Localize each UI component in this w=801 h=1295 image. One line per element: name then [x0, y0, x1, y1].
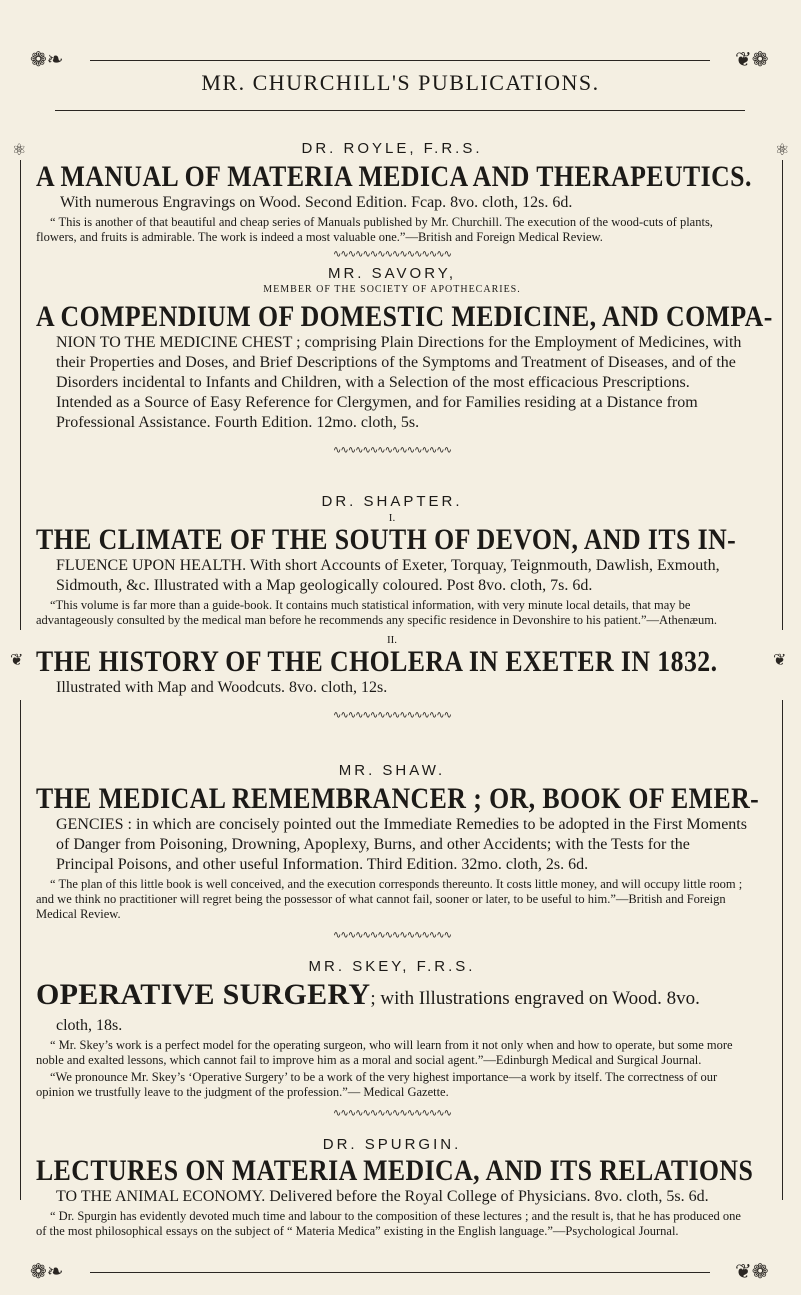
entry-review-quote: “ The plan of this little book is well conceived, and the execution corresponds thereunto. It costs little money, and will occupy little room ; and we think no practitioner will regret being the possessor of what cannot fail, sooner or later, to be useful to him.”—British and Foreign Medical Review.	[36, 877, 743, 921]
divider: ∿∿∿∿∿∿∿∿∿∿∿∿∿∿∿∿	[332, 1108, 452, 1119]
entry-volume-numeral: I.	[388, 512, 396, 524]
entry-review-quote: “This volume is far more than a guide-book. It contains much statistical information, with very minute local details, that may be advantageously consulted by the medical man before he recommends any specific residence in Devonshire to his patient.”—Athenæum.	[36, 598, 718, 627]
entry-details: cloth, 18s.	[56, 1017, 123, 1034]
divider: ∿∿∿∿∿∿∿∿∿∿∿∿∿∿∿∿	[332, 930, 452, 941]
entry-details: FLUENCE UPON HEALTH. With short Accounts of Exeter, Torquay, Teignmouth, Dawlish, Exmouth, Sidmouth, &c. Illustrated with a Map geologically coloured. Post 8vo. cloth, 7s. 6d.	[56, 557, 720, 594]
entry-author: DR. SHAPTER.	[321, 493, 463, 510]
entry-title-line	[36, 979, 748, 1016]
entry-author: DR. ROYLE, F.R.S.	[301, 140, 483, 157]
entry-title: A MANUAL OF MATERIA MEDICA AND THERAPEUTICS.	[36, 160, 752, 193]
top-left-ornament: ❁❧	[30, 49, 64, 71]
entry-author: MR. SKEY, F.R.S.	[308, 958, 476, 975]
header-sub-rule	[55, 110, 745, 111]
top-rule	[90, 60, 710, 61]
entry-author: MR. SAVORY,	[327, 265, 457, 282]
entry-author-affiliation: MEMBER OF THE SOCIETY OF APOTHECARIES.	[263, 284, 521, 295]
entry-details: GENCIES : in which are concisely pointed out the Immediate Remedies to be adopted in the First Moments of Danger from Poisoning, Drowning, Apoplexy, Burns, and other Accidents; with the Tests for the Principal Poisons, and other useful Information. Third Edition. 32mo. cloth, 2s. 6d.	[56, 816, 747, 873]
right-side-rule-upper	[782, 160, 783, 630]
divider: ∿∿∿∿∿∿∿∿∿∿∿∿∿∿∿∿	[332, 249, 452, 260]
left-side-rule-lower	[20, 700, 21, 1200]
entry-title-2: THE HISTORY OF THE CHOLERA IN EXETER IN 1832.	[36, 645, 718, 678]
entry-details: NION TO THE MEDICINE CHEST ; comprising Plain Directions for the Employment of Medicines, with their Properties and Doses, and Brief Descriptions of the Symptoms and Treatment of Diseases, and of the Disorders incidental to Infants and Children, with a Selection of the most efficacious Prescriptions. Intended as a Source of Easy Reference for Clergymen, and for Families residing at a Distance from Professional Assistance. Fourth Edition. 12mo. cloth, 5s.	[56, 334, 742, 431]
divider: ∿∿∿∿∿∿∿∿∿∿∿∿∿∿∿∿	[332, 445, 452, 456]
entry-review-quote: “ Dr. Spurgin has evidently devoted much time and labour to the composition of these lectures ; and the result is, that he has produced one of the most philosophical essays on the subject of “ Materia Medica” existing in the English language.”—Psychological Journal.	[36, 1209, 741, 1238]
entry-details: TO THE ANIMAL ECONOMY. Delivered before the Royal College of Physicians. 8vo. cloth, 5s. 6d.	[56, 1188, 709, 1205]
entry-spurgin	[36, 1136, 754, 1239]
divider: ∿∿∿∿∿∿∿∿∿∿∿∿∿∿∿∿	[332, 710, 452, 721]
entry-skey	[36, 958, 748, 1123]
entry-title-suffix: ; with Illustrations engraved on Wood. 8vo.	[370, 988, 700, 1009]
entry-title: A COMPENDIUM OF DOMESTIC MEDICINE, AND COMPA-	[36, 300, 773, 333]
entry-shapter	[36, 493, 748, 725]
right-side-rule-lower	[782, 700, 783, 1200]
entry-review-quote: “ This is another of that beautiful and cheap series of Manuals published by Mr. Churchill. The execution of the wood-cuts of plants, flowers, and fruits is admirable. The work is indeed a most valuable one.”—British and Foreign Medical Review.	[36, 215, 713, 244]
entry-title: LECTURES ON MATERIA MEDICA, AND ITS RELATIONS	[36, 1154, 754, 1187]
bottom-right-ornament: ❦❁	[735, 1261, 769, 1283]
left-side-ornament-middle: ❦	[10, 652, 24, 669]
entry-author: DR. SPURGIN.	[322, 1136, 462, 1153]
entry-royle	[36, 140, 752, 264]
bottom-rule	[90, 1272, 710, 1273]
entry-savory	[36, 265, 773, 460]
entry-title: OPERATIVE SURGERY	[36, 978, 371, 1011]
entry-details: With numerous Engravings on Wood. Second Edition. Fcap. 8vo. cloth, 12s. 6d.	[60, 194, 573, 211]
right-side-ornament-top: ⚛	[775, 142, 790, 159]
top-right-ornament: ❦❁	[735, 49, 769, 71]
bottom-left-ornament: ❁❧	[30, 1261, 64, 1283]
entry-title: THE MEDICAL REMEMBRANCER ; OR, BOOK OF EMER-	[36, 782, 760, 815]
entry-review-quote-2: “We pronounce Mr. Skey’s ‘Operative Surgery’ to be a work of the very highest importance—a work by itself. The correctness of our opinion we trustfully leave to the judgment of the profession.”— Medical Gazette.	[36, 1070, 718, 1099]
entry-review-quote: “ Mr. Skey’s work is a perfect model for the operating surgeon, who will learn from it not only when and how to operate, but some more noble and exalted lessons, which cannot fail to improve him as a moral and social agent.”—Edinburgh Medical and Surgical Journal.	[36, 1038, 733, 1067]
entry-volume-numeral-2: II.	[386, 634, 398, 646]
left-side-rule-upper	[20, 160, 21, 630]
entry-details-2: Illustrated with Map and Woodcuts. 8vo. cloth, 12s.	[56, 679, 388, 696]
entry-title: THE CLIMATE OF THE SOUTH OF DEVON, AND ITS IN-	[36, 523, 737, 556]
right-side-ornament-middle: ❦	[773, 652, 787, 669]
entry-shaw	[36, 762, 760, 945]
left-side-ornament-top: ⚛	[12, 142, 27, 159]
page-header-title: MR. CHURCHILL'S PUBLICATIONS.	[201, 70, 600, 95]
entry-author: MR. SHAW.	[338, 762, 446, 779]
